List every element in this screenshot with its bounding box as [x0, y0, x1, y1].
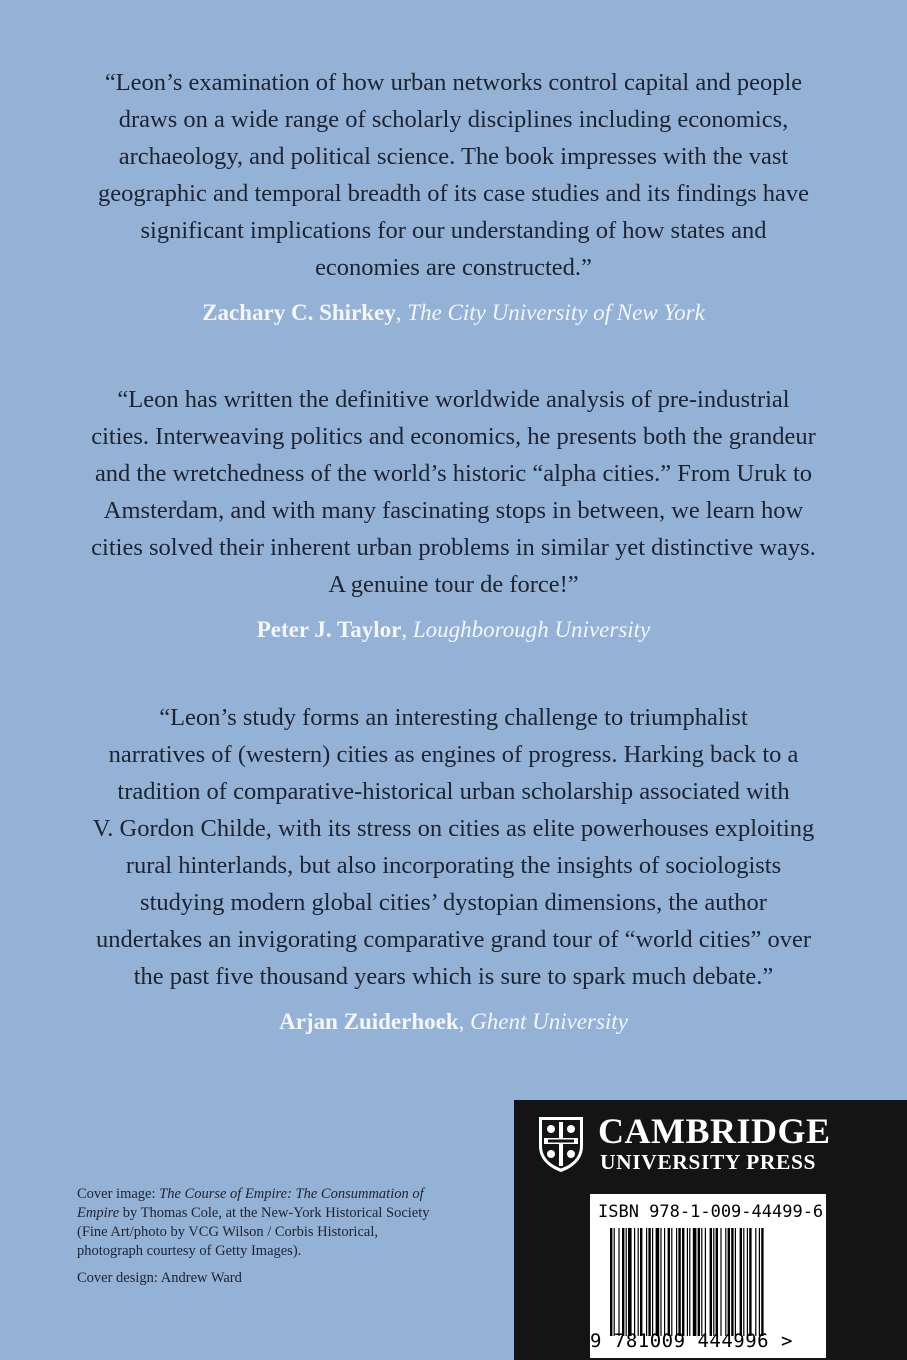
barcode-bar	[749, 1228, 751, 1336]
barcode-bar	[687, 1228, 688, 1336]
quote-line: “Leon’s study forms an interesting challenge to triumphalist	[159, 704, 748, 731]
review-attribution: Peter J. Taylor, Loughborough University	[256, 617, 651, 642]
reviewer-name: Peter J. Taylor	[256, 617, 402, 642]
quote-line: studying modern global cities’ dystopian dimensions, the author	[140, 889, 767, 916]
artwork-title: The Course of Empire: The Consummation of Empire	[77, 1186, 424, 1221]
barcode-bar	[713, 1228, 714, 1336]
barcode-bar	[648, 1228, 650, 1336]
barcode-bar	[740, 1228, 742, 1336]
barcode-bar	[638, 1228, 639, 1336]
review-1	[60, 64, 847, 328]
barcode-bar	[682, 1228, 684, 1336]
reviewer-affiliation: Loughborough University	[412, 617, 651, 642]
barcode-bar	[755, 1228, 756, 1336]
barcode-bar	[716, 1228, 718, 1336]
barcode-bar	[743, 1228, 744, 1336]
publisher-name: CAMBRIDGE	[598, 1111, 831, 1151]
barcode-bar	[761, 1228, 763, 1336]
barcode-bar	[626, 1228, 627, 1336]
quote-line: Amsterdam, and with many fascinating stops in between, we learn how	[103, 497, 804, 524]
review-3	[60, 699, 847, 1037]
quote-line: the past five thousand years which is sure to spark much debate.”	[133, 963, 774, 990]
quote-line: economies are constructed.”	[315, 254, 592, 281]
barcode-bar	[678, 1228, 680, 1336]
barcode-bar	[710, 1228, 712, 1336]
quote-line: draws on a wide range of scholarly disciplines including economics,	[118, 106, 789, 133]
review-attribution: Arjan Zuiderhoek, Ghent University	[279, 1009, 628, 1034]
barcode-bar	[731, 1228, 733, 1336]
quote-line: tradition of comparative-historical urban scholarship associated with	[117, 778, 790, 805]
review-2	[60, 381, 847, 645]
barcode-bar	[618, 1228, 619, 1336]
barcode-bar	[689, 1228, 690, 1336]
barcode-bar	[720, 1228, 721, 1336]
barcode-bar	[676, 1228, 677, 1336]
reviewer-affiliation: Ghent University	[470, 1009, 628, 1034]
credit-details: by Thomas Cole, at the New-York Historical Society (Fine Art/photo by VCG Wilson / Corbis Historical, photograph courtesy of Getty Images).	[77, 1205, 430, 1259]
barcode-bar	[701, 1228, 702, 1336]
quote-line: “Leon has written the definitive worldwide analysis of pre-industrial	[117, 386, 790, 413]
barcode-bar	[693, 1228, 697, 1336]
review-attribution: Zachary C. Shirkey, The City University of New York	[202, 300, 705, 325]
publisher-block	[514, 1100, 907, 1360]
barcode-bar	[705, 1228, 706, 1336]
isbn-barcode	[590, 1194, 826, 1358]
barcode-bar	[664, 1228, 665, 1336]
cover-credits	[77, 1185, 447, 1288]
barcode-bar	[735, 1228, 736, 1336]
barcode-bar	[622, 1228, 624, 1336]
quote-line: undertakes an invigorating comparative grand tour of “world cities” over	[95, 926, 811, 953]
barcode-bar	[652, 1228, 653, 1336]
barcode-bar	[610, 1228, 612, 1336]
publisher-subname: UNIVERSITY PRESS	[600, 1150, 817, 1174]
quote-line: cities solved their inherent urban problems in similar yet distinctive ways.	[91, 534, 816, 561]
barcode-bar	[656, 1228, 660, 1336]
quote-line: and the wretchedness of the world’s historic “alpha cities.” From Uruk to	[94, 460, 813, 487]
barcode-bar	[634, 1228, 635, 1336]
isbn-label: ISBN 978-1-009-44499-6	[598, 1202, 824, 1222]
barcode-bar	[725, 1228, 726, 1336]
quote-line: “Leon’s examination of how urban networks control capital and people	[104, 69, 803, 96]
barcode-bar	[698, 1228, 700, 1336]
cover-design-credit: Cover design: Andrew Ward	[77, 1270, 242, 1286]
cover-image-credit	[77, 1185, 447, 1261]
barcode-bar	[640, 1228, 642, 1336]
quote-line: V. Gordon Childe, with its stress on cities as elite powerhouses exploiting	[92, 815, 815, 842]
quote-line: archaeology, and political science. The book impresses with the vast	[118, 143, 789, 170]
barcode-bar	[728, 1228, 730, 1336]
barcode-bars	[608, 1228, 812, 1336]
review-quote	[60, 699, 847, 995]
cambridge-shield-icon	[536, 1114, 586, 1174]
barcode-bar	[668, 1228, 670, 1336]
review-quote	[60, 64, 847, 286]
quote-line: geographic and temporal breadth of its case studies and its findings have	[98, 180, 809, 207]
barcode-bar	[759, 1228, 760, 1336]
quote-line: cities. Interweaving politics and economics, he presents both the grandeur	[91, 423, 816, 450]
quote-line: A genuine tour de force!”	[328, 571, 579, 598]
quote-line: rural hinterlands, but also incorporating the insights of sociologists	[125, 852, 782, 879]
review-quote	[60, 381, 847, 603]
barcode-bar	[646, 1228, 647, 1336]
barcode-bar	[628, 1228, 632, 1336]
credit-prefix: Cover image:	[77, 1186, 160, 1202]
reviewer-name: Zachary C. Shirkey	[202, 300, 396, 325]
quote-line: significant implications for our understanding of how states and	[140, 217, 767, 244]
barcode-bar	[747, 1228, 748, 1336]
barcode-digits: 9 781009 444996 >	[590, 1330, 793, 1352]
reviewer-name: Arjan Zuiderhoek	[279, 1009, 459, 1034]
barcode-bar	[660, 1228, 661, 1336]
barcode-bar	[671, 1228, 672, 1336]
barcode-bar	[614, 1228, 615, 1336]
reviewer-affiliation: The City University of New York	[407, 300, 705, 325]
quote-line: narratives of (western) cities as engines of progress. Harking back to a	[108, 741, 799, 768]
